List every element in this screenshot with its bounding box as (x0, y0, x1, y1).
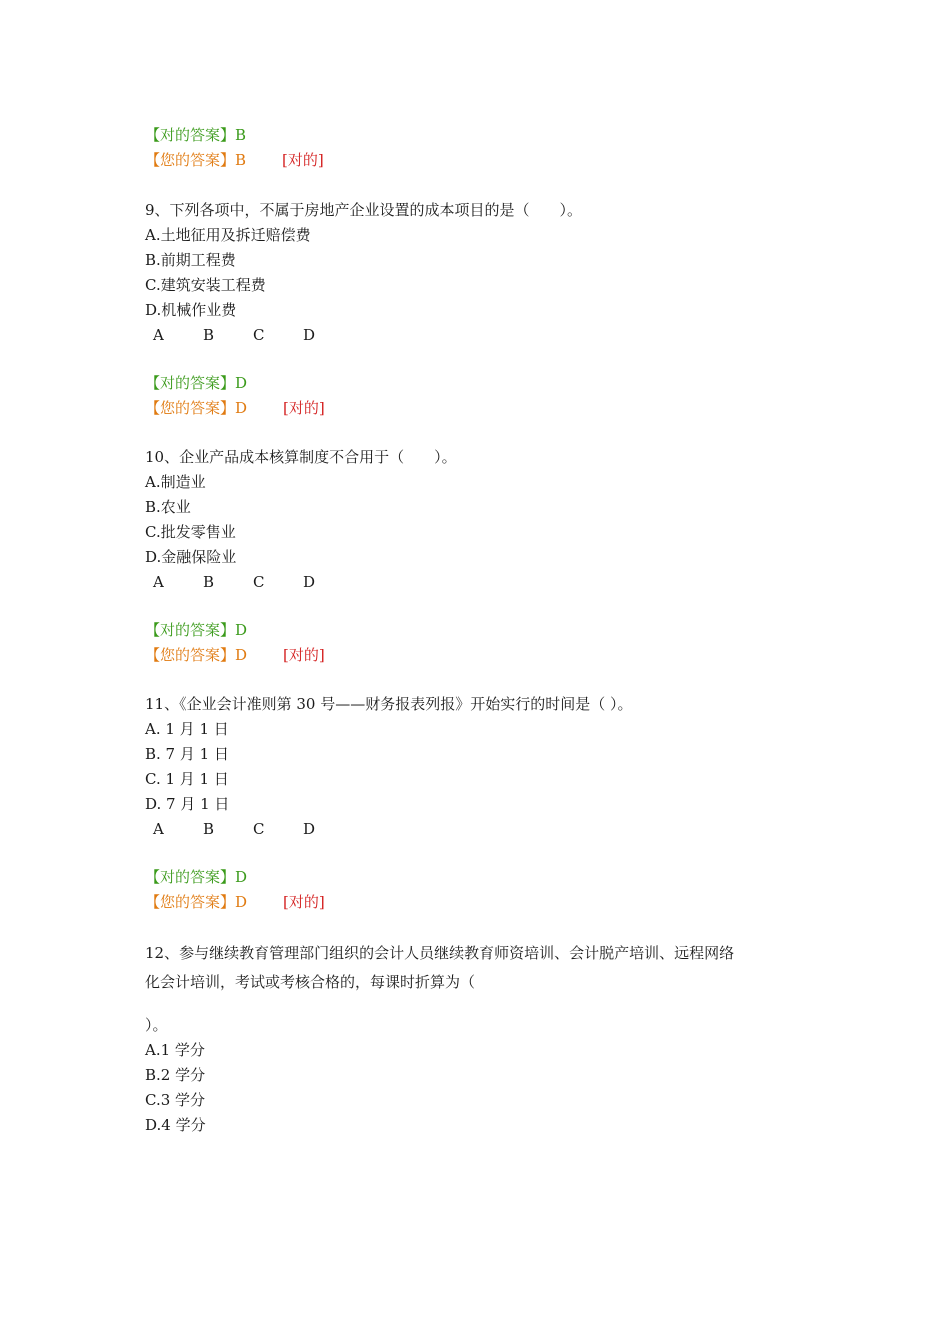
option-b: B.2 学分 (145, 1066, 206, 1084)
question-text: 11、《企业会计准则第 30 号——财务报表列报》开始实行的时间是（ ）。 (145, 695, 633, 713)
option-d: D. 7 月 1 日 (145, 795, 230, 813)
option-c: C.3 学分 (145, 1091, 206, 1109)
option-a: A. 1 月 1 日 (145, 720, 229, 738)
choice-d[interactable]: D (303, 820, 316, 838)
choice-row (145, 323, 825, 348)
choice-b[interactable]: B (203, 573, 215, 591)
correct-answer-line: 【对的答案】D (145, 868, 248, 886)
question-10-answers (145, 618, 825, 668)
choice-d[interactable]: D (303, 573, 316, 591)
choice-b[interactable]: B (203, 326, 215, 344)
question-text-line-2: 化会计培训，考试或考核合格的，每课时折算为（ (145, 973, 476, 991)
choice-a[interactable]: A (153, 326, 164, 344)
choice-c[interactable]: C (253, 573, 265, 591)
choice-c[interactable]: C (253, 326, 265, 344)
choice-a[interactable]: A (153, 573, 164, 591)
question-text-line-1: 12、参与继续教育管理部门组织的会计人员继续教育师资培训、会计脱产培训、远程网络 (145, 944, 735, 962)
option-c: C.批发零售业 (145, 523, 236, 541)
choice-row (145, 817, 825, 842)
your-answer-line: 【您的答案】D [对的] (145, 399, 325, 417)
option-d: D.机械作业费 (145, 301, 237, 319)
option-b: B. 7 月 1 日 (145, 745, 229, 763)
your-answer-line: 【您的答案】D [对的] (145, 893, 325, 911)
choice-b[interactable]: B (203, 820, 215, 838)
option-c: C. 1 月 1 日 (145, 770, 229, 788)
option-a: A.1 学分 (145, 1041, 205, 1059)
question-9 (145, 198, 825, 348)
option-a: A.土地征用及拆迁赔偿费 (145, 226, 311, 244)
option-d: D.金融保险业 (145, 548, 237, 566)
choice-row (145, 570, 825, 595)
correct-answer-line: 【对的答案】B (145, 126, 247, 144)
question-11-answers (145, 865, 825, 915)
your-answer-line: 【您的答案】B [对的] (145, 151, 324, 169)
question-10 (145, 445, 825, 595)
choice-c[interactable]: C (253, 820, 265, 838)
correct-answer-line: 【对的答案】D (145, 621, 248, 639)
option-a: A.制造业 (145, 473, 206, 491)
question-text: 9、下列各项中，不属于房地产企业设置的成本项目的是（ ）。 (145, 201, 583, 219)
question-12-rest (145, 1013, 825, 1138)
option-d: D.4 学分 (145, 1116, 206, 1134)
question-12 (145, 939, 825, 997)
question-text: 10、企业产品成本核算制度不合用于（ ）。 (145, 448, 457, 466)
question-9-answers (145, 371, 825, 421)
choice-a[interactable]: A (153, 820, 164, 838)
correct-answer-line: 【对的答案】D (145, 374, 248, 392)
choice-d[interactable]: D (303, 326, 316, 344)
question-11 (145, 692, 825, 842)
option-b: B.农业 (145, 498, 191, 516)
option-c: C.建筑安装工程费 (145, 276, 266, 294)
option-b: B.前期工程费 (145, 251, 236, 269)
your-answer-line: 【您的答案】D [对的] (145, 646, 325, 664)
prev-answer-block (145, 123, 825, 173)
question-text-line-3: ）。 (145, 1016, 168, 1034)
